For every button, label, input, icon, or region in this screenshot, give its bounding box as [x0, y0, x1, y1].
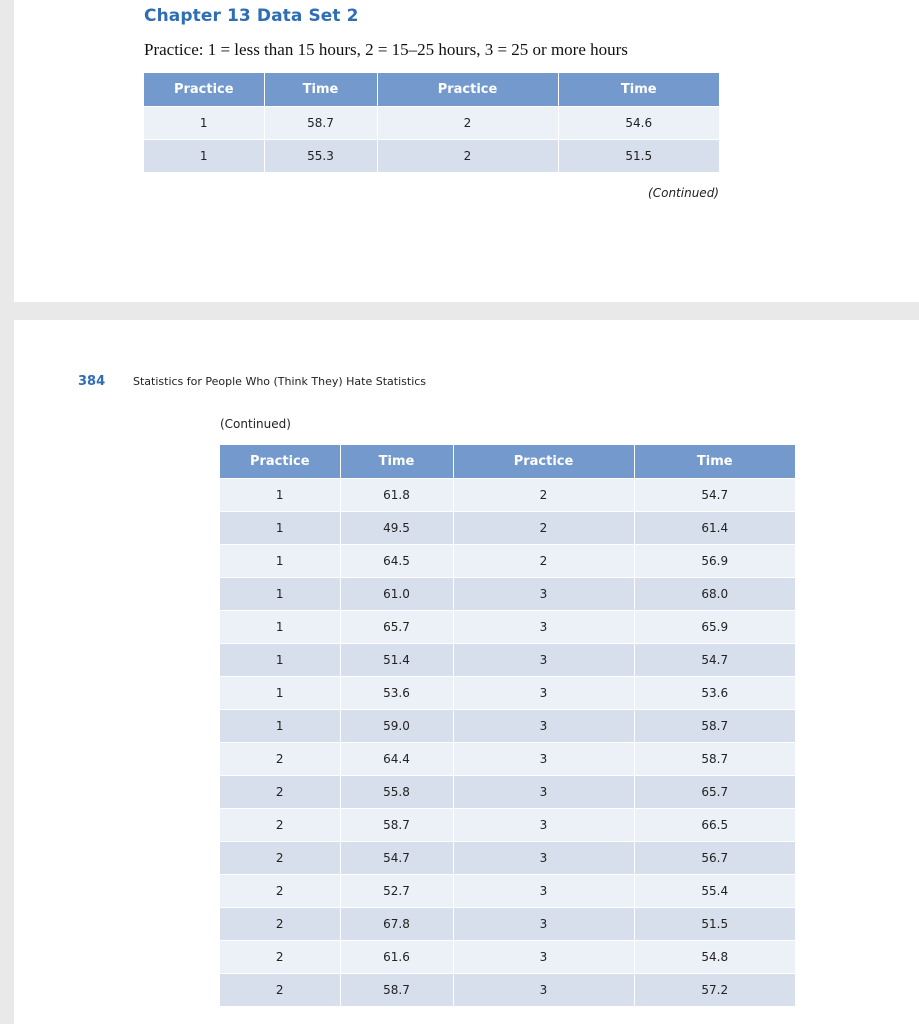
- table-row: [144, 107, 719, 140]
- table-cell-practice: 1: [220, 644, 340, 677]
- table-cell-practice: 1: [220, 611, 340, 644]
- table-row: [220, 611, 795, 644]
- table-cell-time: 52.7: [340, 875, 453, 908]
- table-cell-time: 55.8: [340, 776, 453, 809]
- table-cell-time: 66.5: [634, 809, 795, 842]
- table-cell-time: 67.8: [340, 908, 453, 941]
- column-header-time: Time: [634, 445, 795, 479]
- header-row: [220, 445, 795, 479]
- table-cell-time: 54.6: [558, 107, 719, 140]
- table-cell-practice: 1: [220, 578, 340, 611]
- column-header-practice: Practice: [144, 73, 264, 107]
- table-cell-time: 54.7: [634, 479, 795, 512]
- table-row: [220, 578, 795, 611]
- table-cell-practice: 1: [220, 512, 340, 545]
- table-row: [220, 512, 795, 545]
- running-head: Statistics for People Who (Think They) Hate Statistics: [133, 375, 427, 388]
- table-cell-practice: 3: [453, 743, 634, 776]
- table-row: [220, 644, 795, 677]
- table-cell-time: 51.5: [634, 908, 795, 941]
- table-row: [220, 545, 795, 578]
- table-header: [144, 73, 719, 107]
- table-cell-time: 61.4: [634, 512, 795, 545]
- page-top: [14, 0, 919, 302]
- table-row: [220, 842, 795, 875]
- table-cell-practice: 3: [453, 842, 634, 875]
- column-header-time: Time: [558, 73, 719, 107]
- table-cell-practice: 3: [453, 644, 634, 677]
- data-table-top: [144, 73, 719, 172]
- table-cell-practice: 2: [377, 107, 558, 140]
- table-cell-practice: 1: [144, 140, 264, 173]
- table-cell-time: 51.5: [558, 140, 719, 173]
- table-body: [144, 107, 719, 173]
- table-cell-practice: 1: [220, 545, 340, 578]
- table-cell-practice: 3: [453, 677, 634, 710]
- table-cell-practice: 3: [453, 710, 634, 743]
- table-cell-practice: 3: [453, 776, 634, 809]
- table-cell-time: 58.7: [340, 809, 453, 842]
- table-cell-time: 54.8: [634, 941, 795, 974]
- table-cell-practice: 2: [220, 974, 340, 1007]
- continued-note: (Continued): [648, 186, 719, 200]
- table-cell-time: 58.7: [340, 974, 453, 1007]
- table-cell-practice: 2: [220, 941, 340, 974]
- table-cell-time: 58.7: [634, 743, 795, 776]
- table-cell-practice: 2: [220, 842, 340, 875]
- table-cell-time: 56.7: [634, 842, 795, 875]
- table-cell-time: 61.8: [340, 479, 453, 512]
- table-cell-practice: 1: [220, 677, 340, 710]
- table-cell-time: 65.7: [634, 776, 795, 809]
- table-cell-practice: 1: [220, 710, 340, 743]
- table-row: [144, 140, 719, 173]
- table-row: [220, 710, 795, 743]
- header-row: [144, 73, 719, 107]
- table-cell-practice: 1: [144, 107, 264, 140]
- page-bottom: [14, 320, 919, 1024]
- table-cell-time: 51.4: [340, 644, 453, 677]
- table-cell-practice: 2: [453, 479, 634, 512]
- table-cell-practice: 3: [453, 611, 634, 644]
- table-cell-time: 53.6: [340, 677, 453, 710]
- table-cell-practice: 2: [220, 776, 340, 809]
- table-row: [220, 908, 795, 941]
- table-row: [220, 743, 795, 776]
- table-cell-practice: 3: [453, 578, 634, 611]
- table-body: [220, 479, 795, 1007]
- table-row: [220, 809, 795, 842]
- column-header-time: Time: [340, 445, 453, 479]
- column-header-time: Time: [264, 73, 377, 107]
- table-cell-time: 65.7: [340, 611, 453, 644]
- table-cell-time: 49.5: [340, 512, 453, 545]
- table-cell-practice: 2: [453, 545, 634, 578]
- table-row: [220, 875, 795, 908]
- column-header-practice: Practice: [453, 445, 634, 479]
- continued-label: (Continued): [220, 417, 291, 431]
- table-cell-time: 56.9: [634, 545, 795, 578]
- table-cell-time: 61.0: [340, 578, 453, 611]
- table-row: [220, 974, 795, 1007]
- table-cell-practice: 2: [220, 743, 340, 776]
- table-cell-time: 58.7: [634, 710, 795, 743]
- table-cell-practice: 3: [453, 974, 634, 1007]
- table-cell-practice: 2: [453, 512, 634, 545]
- table-row: [220, 941, 795, 974]
- table-cell-practice: 1: [220, 479, 340, 512]
- table-cell-time: 68.0: [634, 578, 795, 611]
- table-cell-time: 65.9: [634, 611, 795, 644]
- table-cell-time: 55.4: [634, 875, 795, 908]
- table-cell-time: 57.2: [634, 974, 795, 1007]
- table-cell-practice: 3: [453, 941, 634, 974]
- table-row: [220, 776, 795, 809]
- table-cell-time: 54.7: [634, 644, 795, 677]
- table-row: [220, 479, 795, 512]
- table-cell-time: 64.4: [340, 743, 453, 776]
- table-cell-practice: 2: [220, 875, 340, 908]
- table-cell-practice: 2: [377, 140, 558, 173]
- page-number: 384: [78, 374, 106, 389]
- table-cell-practice: 3: [453, 809, 634, 842]
- table-cell-practice: 2: [220, 908, 340, 941]
- column-header-practice: Practice: [377, 73, 558, 107]
- table-cell-practice: 3: [453, 875, 634, 908]
- chapter-title: Chapter 13 Data Set 2: [144, 6, 359, 26]
- table-cell-time: 54.7: [340, 842, 453, 875]
- table-cell-time: 58.7: [264, 107, 377, 140]
- table-cell-time: 64.5: [340, 545, 453, 578]
- data-table-bottom: [220, 445, 795, 1006]
- column-header-practice: Practice: [220, 445, 340, 479]
- table-cell-time: 61.6: [340, 941, 453, 974]
- table-row: [220, 677, 795, 710]
- table-cell-time: 55.3: [264, 140, 377, 173]
- table-cell-practice: 3: [453, 908, 634, 941]
- table-header: [220, 445, 795, 479]
- practice-legend: Practice: 1 = less than 15 hours, 2 = 15–25 hours, 3 = 25 or more hours: [144, 40, 628, 59]
- table-cell-practice: 2: [220, 809, 340, 842]
- table-cell-time: 59.0: [340, 710, 453, 743]
- table-cell-time: 53.6: [634, 677, 795, 710]
